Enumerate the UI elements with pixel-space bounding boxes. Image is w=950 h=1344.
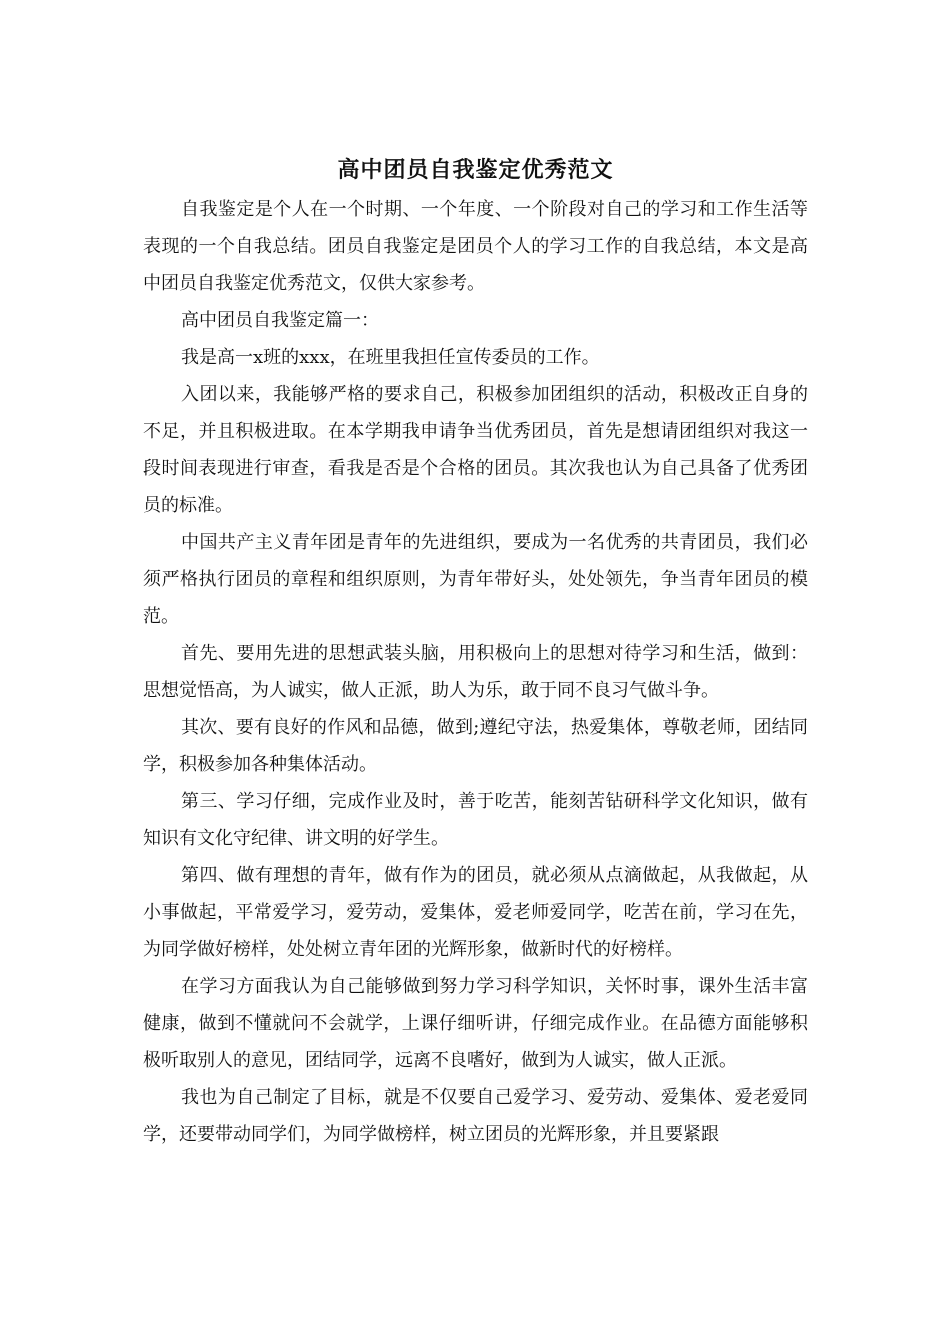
paragraph-youth-league: 中国共产主义青年团是青年的先进组织，要成为一名优秀的共青团员，我们必须严格执行团员的章程和组织原则，为青年带好头，处处领先，争当青年团员的模范。	[143, 532, 808, 627]
paragraph-goals: 我也为自己制定了目标，就是不仅要自己爱学习、爱劳动、爱集体、爱老爱同学，还要带动同学们，为同学做榜样，树立团员的光辉形象，并且要紧跟	[143, 1087, 808, 1145]
paragraph-study-and-character: 在学习方面我认为自己能够做到努力学习科学知识，关怀时事，课外生活丰富健康，做到不懂就问不会就学，上课仔细听讲，仔细完成作业。在品德方面能够积极听取别人的意见，团结同学，远离不良嗜好，做到为人诚实，做人正派。	[143, 976, 808, 1071]
paragraph-self-introduction: 我是高一x班的xxx，在班里我担任宣传委员的工作。	[181, 347, 600, 368]
document-title: 高中团员自我鉴定优秀范文	[337, 157, 614, 183]
paragraph-second-point: 其次、要有良好的作风和品德，做到;遵纪守法，热爱集体，尊敬老师，团结同学，积极参加各种集体活动。	[143, 717, 808, 775]
document-body	[143, 150, 808, 1153]
paragraph-first-point: 首先、要用先进的思想武装头脑，用积极向上的思想对待学习和生活，做到：思想觉悟高，为人诚实，做人正派，助人为乐，敢于同不良习气做斗争。	[143, 643, 808, 701]
paragraph-third-point: 第三、学习仔细，完成作业及时，善于吃苦，能刻苦钻研科学文化知识，做有知识有文化守纪律、讲文明的好学生。	[143, 791, 808, 849]
paragraph-section-heading: 高中团员自我鉴定篇一：	[181, 310, 379, 331]
paragraph-since-joining: 入团以来，我能够严格的要求自己，积极参加团组织的活动，积极改正自身的不足，并且积极进取。在本学期我申请争当优秀团员，首先是想请团组织对我这一段时间表现进行审查，看我是否是个合格的团员。其次我也认为自己具备了优秀团员的标准。	[143, 384, 808, 516]
paragraph-fourth-point: 第四、做有理想的青年，做有作为的团员，就必须从点滴做起，从我做起，从小事做起，平常爱学习，爱劳动，爱集体，爱老师爱同学，吃苦在前，学习在先，为同学做好榜样，处处树立青年团的光辉形象，做新时代的好榜样。	[143, 865, 808, 960]
paragraph-intro: 自我鉴定是个人在一个时期、一个年度、一个阶段对自己的学习和工作生活等表现的一个自我总结。团员自我鉴定是团员个人的学习工作的自我总结，本文是高中团员自我鉴定优秀范文，仅供大家参考。	[143, 199, 808, 294]
